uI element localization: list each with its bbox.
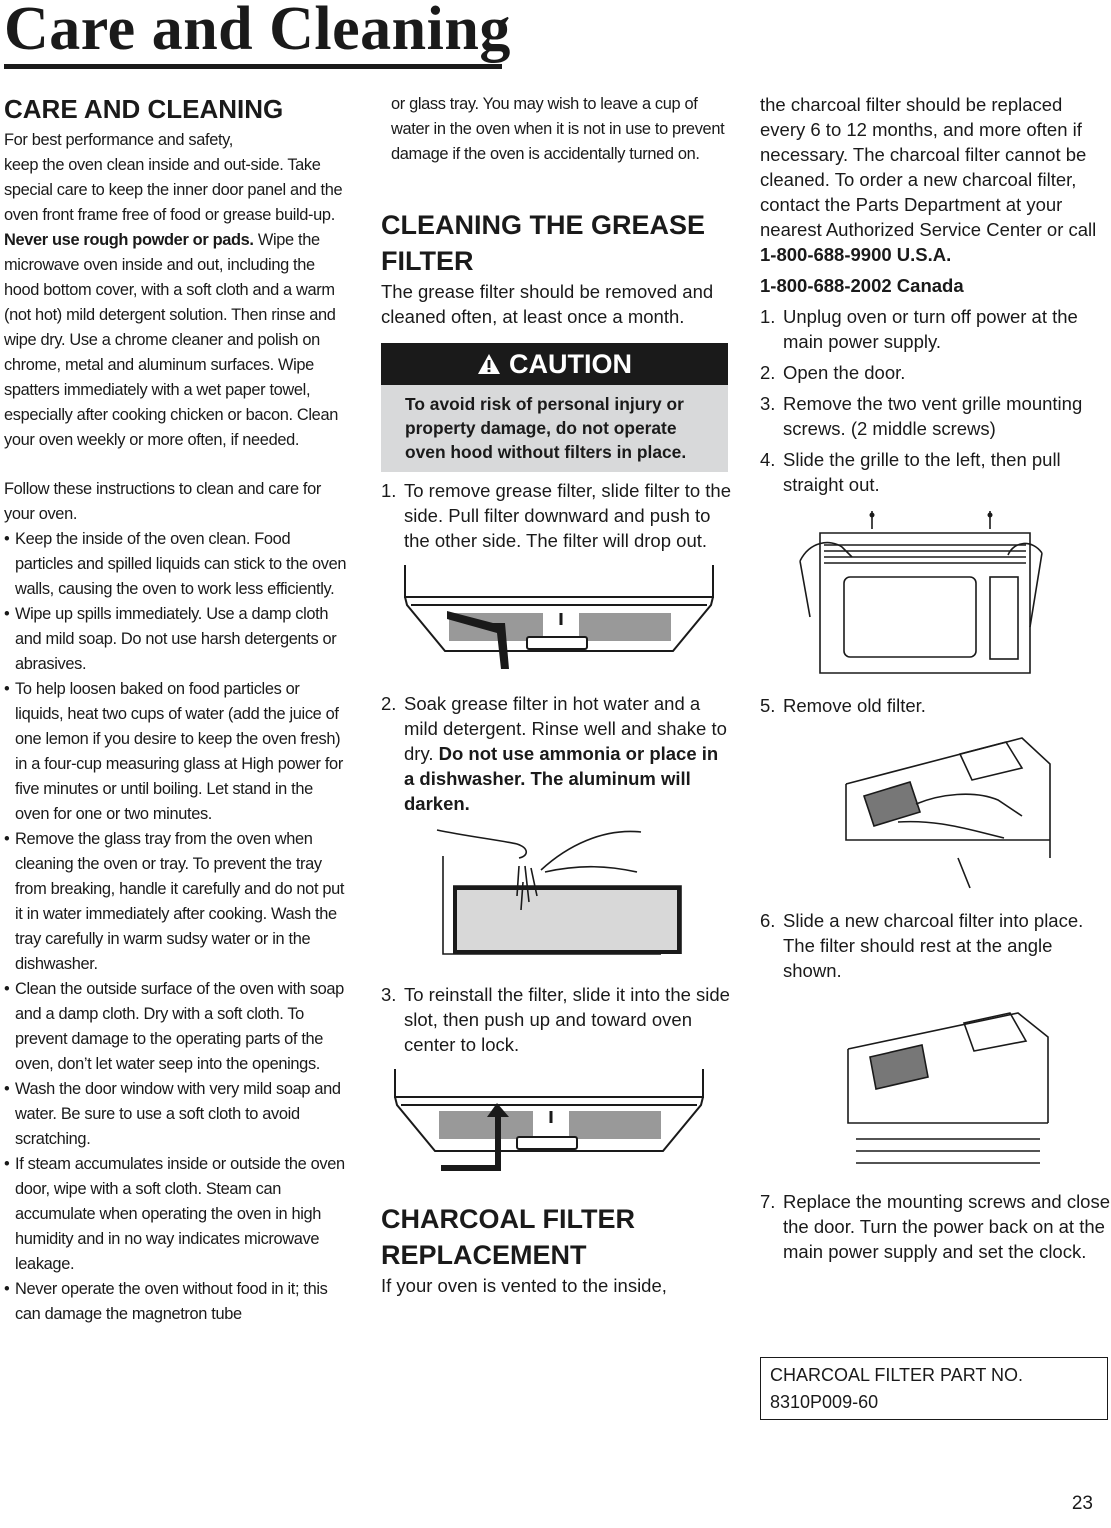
part-number: 8310P009-60	[770, 1392, 879, 1412]
continued-text: or glass tray. You may wish to leave a cup of water in the oven when it is not in use to prevent damage if the oven is accidentally turned on.	[391, 95, 725, 163]
follow-instructions: Follow these instructions to clean and care for your oven.	[4, 480, 321, 523]
list-item: 1. To remove grease filter, slide filter to the side. Pull filter downward and push to the other side. The filter will drop out.	[381, 480, 731, 551]
charcoal-filter-steps	[760, 304, 1110, 497]
old-filter-removal-illustration	[760, 728, 1110, 898]
grease-filter-column	[381, 92, 731, 1298]
grease-filter-intro: The grease filter should be removed and cleaned often, at least once a month.	[381, 281, 714, 327]
vent-grille-removal-illustration	[760, 507, 1110, 683]
list-item: 2. Soak grease filter in hot water and a mild detergent. Rinse well and shake to dry. Do not use ammonia or place in a dishwasher. The aluminum will darken.	[381, 693, 727, 814]
list-item: • Clean the outside surface of the oven with soap and a damp cloth. Dry with a soft cloth. To prevent damage to the operating parts of the oven, don’t let water seep into the openings.	[4, 977, 348, 1077]
list-item: 6. Slide a new charcoal filter into place. The filter should rest at the angle shown.	[760, 910, 1084, 981]
care-bullet-list	[4, 527, 348, 1327]
list-item: • If steam accumulates inside or outside the oven door, wipe with a soft cloth. Steam can accumulate when operating the oven in high humidity and in no way indicates microwave leakage.	[4, 1152, 348, 1277]
intro-paragraph: keep the oven clean inside and out-side. Take special care to keep the inner door panel and the oven front frame free of food or grease build-up. Never use rough powder or pads. Wipe the microwave oven inside and out, including the hood bottom cover, with a soft cloth and a warm (not hot) mild detergent solution. Then rinse and wipe dry. Use a chrome cleaner and polish on chrome, metal and aluminum surfaces. Wipe spatters immediately with a wet paper towel, especially after cooking chicken or bacon. Clean your oven weekly or more often, if needed.	[4, 156, 343, 449]
list-item: • Remove the glass tray from the oven when cleaning the oven or tray. To prevent the tray from breaking, handle it carefully and do not put it in water immediately after cooking. Wash the tray carefully in warm sudsy water or in the dishwasher.	[4, 827, 348, 977]
charcoal-intro: the charcoal filter should be replaced every 6 to 12 months, and more often if necessary. The charcoal filter cannot be cleaned. To order a new charcoal filter, contact the Parts Department at your nearest Authorized Service Center or call	[760, 94, 1097, 240]
list-item: • Keep the inside of the oven clean. Food particles and spilled liquids can stick to the oven walls, causing the oven to work less efficiently.	[4, 527, 348, 602]
list-item: 2. Open the door.	[760, 362, 906, 383]
page-number: 23	[1071, 1493, 1093, 1514]
grease-filter-install-illustration	[381, 1067, 731, 1187]
title-rule	[4, 64, 502, 69]
list-item: • Never operate the oven without food in it; this can damage the magnetron tube	[4, 1277, 348, 1327]
list-item: 5. Remove old filter.	[760, 695, 926, 716]
list-item: • Wipe up spills immediately. Use a damp cloth and mild soap. Do not use harsh detergents or abrasives.	[4, 602, 348, 677]
page-title: Care and Cleaning	[4, 0, 511, 63]
list-item: • To help loosen baked on food particles or liquids, heat two cups of water (add the juice of one lemon if you desire to keep the oven fresh) in a four-cup measuring glass at High power for five minutes or until boiling. Let stand in the oven for one or two minutes.	[4, 677, 348, 827]
soak-warning: Do not use ammonia or place in a dishwasher. The aluminum will darken.	[404, 743, 719, 814]
caution-text: To avoid risk of personal injury or property damage, do not operate oven hood without filters in place.	[381, 385, 728, 472]
list-item: 3. To reinstall the filter, slide it into the side slot, then push up and toward oven center to lock.	[381, 984, 730, 1055]
phone-canada: 1-800-688-2002 Canada	[760, 275, 964, 296]
part-label: CHARCOAL FILTER PART NO.	[770, 1365, 1024, 1385]
care-and-cleaning-heading: CARE AND CLEANING	[4, 94, 284, 124]
list-item: • Wash the door window with very mild soap and water. Be sure to use a soft cloth to avoid scratching.	[4, 1077, 348, 1152]
new-filter-install-illustration	[760, 993, 1110, 1179]
list-item: 3. Remove the two vent grille mounting screws. (2 middle screws)	[760, 393, 1083, 439]
intro-line-1: For best performance and safety,	[4, 131, 234, 149]
charcoal-filter-column	[760, 92, 1110, 1270]
phone-usa: 1-800-688-9900 U.S.A.	[760, 244, 952, 265]
soaking-filter-illustration	[381, 826, 731, 972]
charcoal-filter-heading: CHARCOAL FILTER REPLACEMENT	[381, 1204, 635, 1270]
caution-box	[381, 343, 728, 472]
care-and-cleaning-column	[4, 92, 348, 1327]
warning-icon	[477, 353, 501, 375]
grease-filter-steps	[381, 478, 731, 553]
list-item: 4. Slide the grille to the left, then pull straight out.	[760, 449, 1061, 495]
part-number-box	[760, 1357, 1108, 1420]
grease-filter-removal-illustration	[381, 563, 731, 681]
list-item: 7. Replace the mounting screws and close the door. Turn the power back on at the main power supply and set the clock.	[760, 1191, 1111, 1262]
list-item: 1. Unplug oven or turn off power at the main power supply.	[760, 306, 1078, 352]
intro-warning: Never use rough powder or pads.	[4, 231, 254, 249]
grease-filter-heading: CLEANING THE GREASE FILTER	[381, 210, 706, 276]
caution-header	[381, 343, 728, 385]
charcoal-intro-start: If your oven is vented to the inside,	[381, 1275, 667, 1296]
caution-title: CAUTION	[509, 348, 632, 379]
